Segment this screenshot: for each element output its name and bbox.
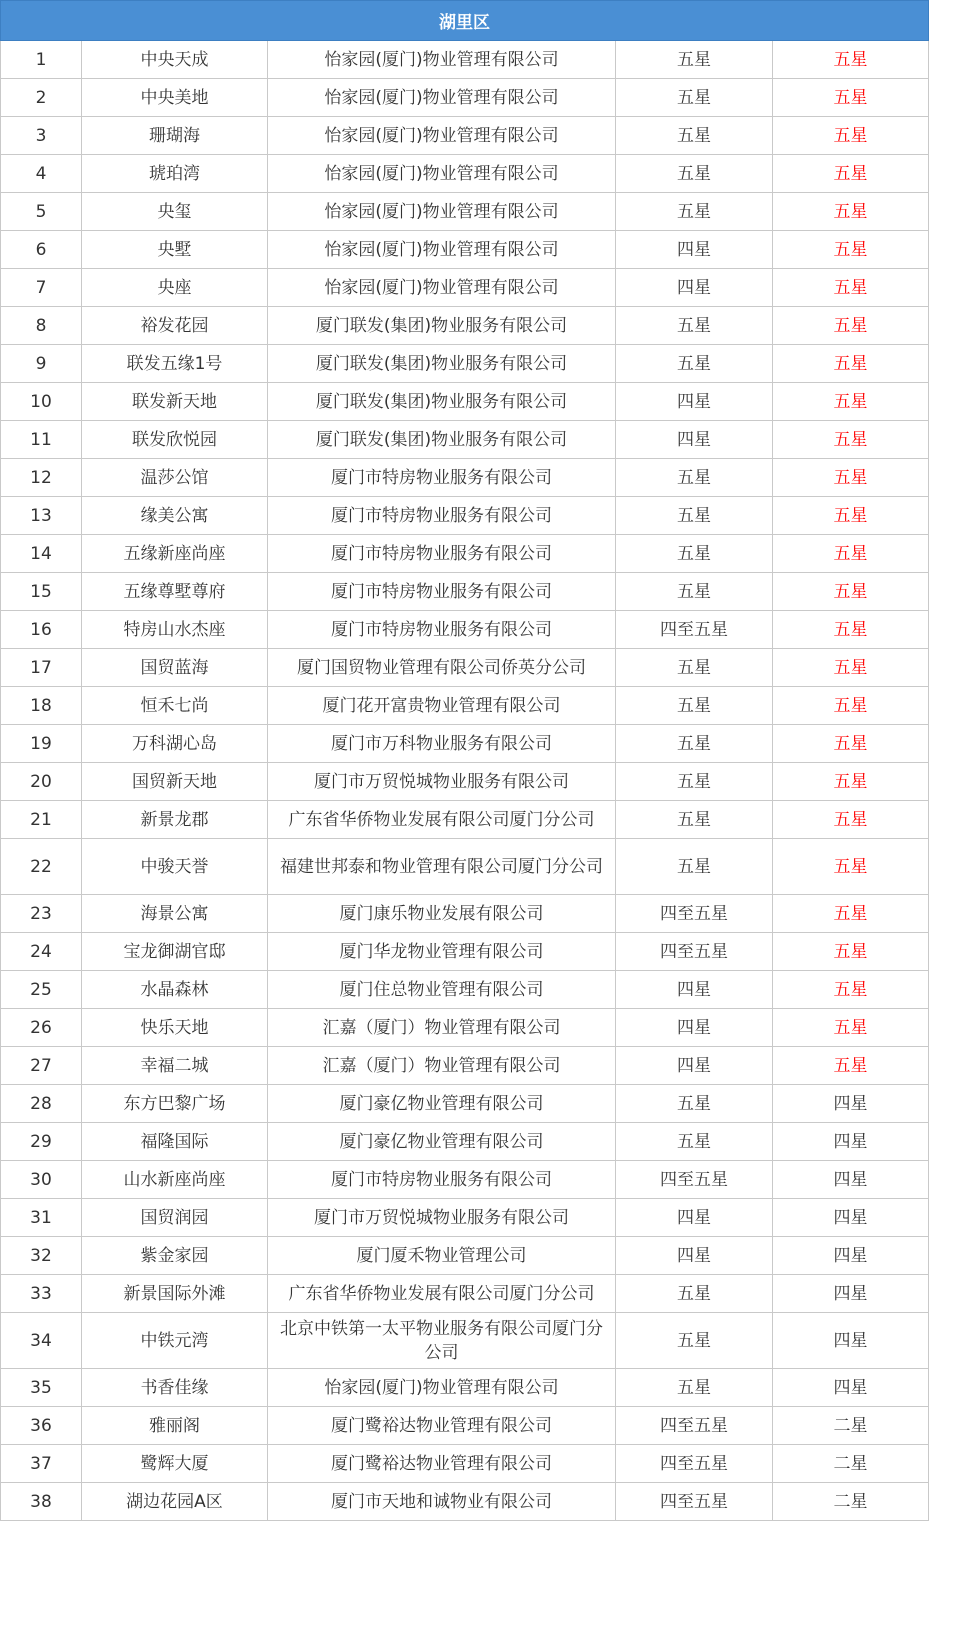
cell-project-name: 海景公寓 (82, 895, 268, 933)
cell-company: 厦门豪亿物业管理有限公司 (268, 1085, 616, 1123)
cell-project-name: 联发五缘1号 (82, 345, 268, 383)
cell-level: 五星 (616, 1369, 773, 1407)
cell-rating: 五星 (773, 383, 929, 421)
cell-project-name: 联发新天地 (82, 383, 268, 421)
cell-number: 33 (1, 1275, 82, 1313)
cell-company: 厦门康乐物业发展有限公司 (268, 895, 616, 933)
cell-level: 四至五星 (616, 933, 773, 971)
table-row (1, 1275, 929, 1313)
cell-level: 五星 (616, 535, 773, 573)
cell-project-name: 雅丽阁 (82, 1407, 268, 1445)
table-row (1, 345, 929, 383)
table-row (1, 1445, 929, 1483)
cell-company: 怡家园(厦门)物业管理有限公司 (268, 193, 616, 231)
cell-rating: 四星 (773, 1085, 929, 1123)
cell-company: 怡家园(厦门)物业管理有限公司 (268, 117, 616, 155)
cell-number: 6 (1, 231, 82, 269)
cell-number: 31 (1, 1199, 82, 1237)
table-row (1, 1483, 929, 1521)
table-row (1, 1161, 929, 1199)
cell-level: 五星 (616, 1275, 773, 1313)
cell-level: 四星 (616, 971, 773, 1009)
cell-company: 厦门市万贸悦城物业服务有限公司 (268, 1199, 616, 1237)
cell-level: 五星 (616, 649, 773, 687)
cell-company: 汇嘉（厦门）物业管理有限公司 (268, 1009, 616, 1047)
cell-level: 五星 (616, 839, 773, 895)
cell-company: 厦门市特房物业服务有限公司 (268, 573, 616, 611)
cell-number: 22 (1, 839, 82, 895)
table-row (1, 1313, 929, 1369)
cell-level: 五星 (616, 497, 773, 535)
cell-level: 四星 (616, 1237, 773, 1275)
cell-rating: 五星 (773, 573, 929, 611)
table-row (1, 1199, 929, 1237)
cell-company: 厦门鹭裕达物业管理有限公司 (268, 1445, 616, 1483)
cell-project-name: 珊瑚海 (82, 117, 268, 155)
table-body (1, 41, 929, 1521)
cell-level: 五星 (616, 459, 773, 497)
cell-rating: 四星 (773, 1237, 929, 1275)
cell-level: 五星 (616, 193, 773, 231)
cell-company: 厦门联发(集团)物业服务有限公司 (268, 383, 616, 421)
cell-rating: 五星 (773, 79, 929, 117)
cell-level: 五星 (616, 117, 773, 155)
cell-number: 14 (1, 535, 82, 573)
cell-level: 四至五星 (616, 1407, 773, 1445)
cell-project-name: 温莎公馆 (82, 459, 268, 497)
cell-rating: 五星 (773, 839, 929, 895)
cell-rating: 五星 (773, 193, 929, 231)
cell-project-name: 恒禾七尚 (82, 687, 268, 725)
cell-number: 21 (1, 801, 82, 839)
cell-rating: 五星 (773, 421, 929, 459)
cell-number: 8 (1, 307, 82, 345)
cell-level: 四星 (616, 421, 773, 459)
cell-project-name: 东方巴黎广场 (82, 1085, 268, 1123)
cell-level: 五星 (616, 573, 773, 611)
cell-level: 五星 (616, 687, 773, 725)
cell-rating: 五星 (773, 611, 929, 649)
cell-rating: 四星 (773, 1275, 929, 1313)
cell-company: 厦门华龙物业管理有限公司 (268, 933, 616, 971)
cell-level: 四星 (616, 1047, 773, 1085)
cell-level: 五星 (616, 1085, 773, 1123)
cell-company: 厦门鹭裕达物业管理有限公司 (268, 1407, 616, 1445)
cell-level: 四星 (616, 231, 773, 269)
cell-level: 五星 (616, 41, 773, 79)
table-row (1, 269, 929, 307)
cell-rating: 五星 (773, 231, 929, 269)
table-row (1, 497, 929, 535)
cell-project-name: 福隆国际 (82, 1123, 268, 1161)
table-row (1, 1369, 929, 1407)
cell-number: 24 (1, 933, 82, 971)
cell-company: 怡家园(厦门)物业管理有限公司 (268, 155, 616, 193)
cell-number: 4 (1, 155, 82, 193)
table-row (1, 763, 929, 801)
cell-level: 四星 (616, 383, 773, 421)
cell-level: 五星 (616, 155, 773, 193)
cell-project-name: 湖边花园A区 (82, 1483, 268, 1521)
cell-number: 20 (1, 763, 82, 801)
cell-level: 四至五星 (616, 895, 773, 933)
cell-company: 厦门市特房物业服务有限公司 (268, 497, 616, 535)
cell-number: 16 (1, 611, 82, 649)
cell-number: 37 (1, 1445, 82, 1483)
cell-rating: 二星 (773, 1483, 929, 1521)
cell-company: 厦门厦禾物业管理公司 (268, 1237, 616, 1275)
cell-company: 广东省华侨物业发展有限公司厦门分公司 (268, 801, 616, 839)
cell-rating: 二星 (773, 1445, 929, 1483)
cell-number: 17 (1, 649, 82, 687)
table-row (1, 383, 929, 421)
cell-level: 五星 (616, 345, 773, 383)
cell-project-name: 中央美地 (82, 79, 268, 117)
cell-number: 9 (1, 345, 82, 383)
cell-rating: 五星 (773, 649, 929, 687)
cell-number: 35 (1, 1369, 82, 1407)
table-row (1, 117, 929, 155)
cell-number: 15 (1, 573, 82, 611)
cell-number: 5 (1, 193, 82, 231)
cell-project-name: 央墅 (82, 231, 268, 269)
cell-company: 厦门市万贸悦城物业服务有限公司 (268, 763, 616, 801)
cell-company: 厦门花开富贵物业管理有限公司 (268, 687, 616, 725)
cell-company: 厦门市天地和诚物业有限公司 (268, 1483, 616, 1521)
cell-rating: 五星 (773, 497, 929, 535)
table-row (1, 1123, 929, 1161)
table-header-row (1, 1, 929, 41)
cell-level: 四星 (616, 269, 773, 307)
cell-number: 19 (1, 725, 82, 763)
table-row (1, 1085, 929, 1123)
cell-company: 厦门住总物业管理有限公司 (268, 971, 616, 1009)
cell-level: 五星 (616, 1313, 773, 1369)
cell-company: 厦门联发(集团)物业服务有限公司 (268, 421, 616, 459)
cell-company: 怡家园(厦门)物业管理有限公司 (268, 231, 616, 269)
table-row (1, 1407, 929, 1445)
cell-company: 怡家园(厦门)物业管理有限公司 (268, 41, 616, 79)
cell-project-name: 央玺 (82, 193, 268, 231)
cell-number: 32 (1, 1237, 82, 1275)
cell-company: 怡家园(厦门)物业管理有限公司 (268, 269, 616, 307)
cell-project-name: 书香佳缘 (82, 1369, 268, 1407)
cell-project-name: 鹭辉大厦 (82, 1445, 268, 1483)
cell-company: 厦门市特房物业服务有限公司 (268, 459, 616, 497)
cell-company: 厦门市特房物业服务有限公司 (268, 535, 616, 573)
cell-number: 29 (1, 1123, 82, 1161)
cell-project-name: 新景龙郡 (82, 801, 268, 839)
cell-number: 26 (1, 1009, 82, 1047)
cell-rating: 五星 (773, 763, 929, 801)
cell-project-name: 琥珀湾 (82, 155, 268, 193)
cell-rating: 五星 (773, 1047, 929, 1085)
cell-rating: 五星 (773, 307, 929, 345)
cell-rating: 五星 (773, 971, 929, 1009)
cell-company: 厦门市特房物业服务有限公司 (268, 1161, 616, 1199)
cell-number: 7 (1, 269, 82, 307)
cell-project-name: 五缘新座尚座 (82, 535, 268, 573)
cell-level: 五星 (616, 307, 773, 345)
table-row (1, 971, 929, 1009)
table-row (1, 155, 929, 193)
table-row (1, 611, 929, 649)
cell-project-name: 中铁元湾 (82, 1313, 268, 1369)
cell-rating: 五星 (773, 41, 929, 79)
table-row (1, 1009, 929, 1047)
table-row (1, 725, 929, 763)
cell-company: 汇嘉（厦门）物业管理有限公司 (268, 1047, 616, 1085)
cell-level: 四至五星 (616, 1161, 773, 1199)
cell-number: 38 (1, 1483, 82, 1521)
cell-rating: 五星 (773, 895, 929, 933)
cell-rating: 四星 (773, 1313, 929, 1369)
table-row (1, 79, 929, 117)
cell-number: 1 (1, 41, 82, 79)
cell-number: 13 (1, 497, 82, 535)
cell-company: 厦门联发(集团)物业服务有限公司 (268, 307, 616, 345)
table-row (1, 1047, 929, 1085)
table-row (1, 687, 929, 725)
cell-project-name: 快乐天地 (82, 1009, 268, 1047)
cell-rating: 五星 (773, 1009, 929, 1047)
cell-project-name: 缘美公寓 (82, 497, 268, 535)
cell-company: 厦门豪亿物业管理有限公司 (268, 1123, 616, 1161)
cell-level: 五星 (616, 763, 773, 801)
cell-level: 四星 (616, 1199, 773, 1237)
cell-level: 四至五星 (616, 611, 773, 649)
cell-level: 五星 (616, 801, 773, 839)
cell-company: 厦门市万科物业服务有限公司 (268, 725, 616, 763)
table-row (1, 193, 929, 231)
cell-project-name: 中骏天誉 (82, 839, 268, 895)
cell-level: 四星 (616, 1009, 773, 1047)
cell-project-name: 水晶森林 (82, 971, 268, 1009)
cell-number: 23 (1, 895, 82, 933)
cell-company: 北京中铁第一太平物业服务有限公司厦门分公司 (268, 1313, 616, 1369)
table-row (1, 649, 929, 687)
cell-number: 11 (1, 421, 82, 459)
cell-company: 福建世邦泰和物业管理有限公司厦门分公司 (268, 839, 616, 895)
cell-project-name: 山水新座尚座 (82, 1161, 268, 1199)
cell-project-name: 联发欣悦园 (82, 421, 268, 459)
cell-company: 怡家园(厦门)物业管理有限公司 (268, 79, 616, 117)
cell-rating: 五星 (773, 933, 929, 971)
cell-level: 五星 (616, 725, 773, 763)
cell-number: 18 (1, 687, 82, 725)
table-row (1, 801, 929, 839)
cell-number: 3 (1, 117, 82, 155)
cell-project-name: 央座 (82, 269, 268, 307)
cell-number: 12 (1, 459, 82, 497)
cell-project-name: 中央天成 (82, 41, 268, 79)
cell-project-name: 国贸新天地 (82, 763, 268, 801)
table-row (1, 535, 929, 573)
cell-project-name: 国贸蓝海 (82, 649, 268, 687)
cell-rating: 四星 (773, 1199, 929, 1237)
cell-level: 四至五星 (616, 1483, 773, 1521)
cell-project-name: 特房山水杰座 (82, 611, 268, 649)
cell-project-name: 宝龙御湖官邸 (82, 933, 268, 971)
cell-project-name: 国贸润园 (82, 1199, 268, 1237)
table-row (1, 231, 929, 269)
cell-project-name: 裕发花园 (82, 307, 268, 345)
cell-rating: 五星 (773, 345, 929, 383)
cell-number: 28 (1, 1085, 82, 1123)
table-row (1, 933, 929, 971)
cell-company: 厦门国贸物业管理有限公司侨英分公司 (268, 649, 616, 687)
cell-project-name: 幸福二城 (82, 1047, 268, 1085)
cell-level: 五星 (616, 79, 773, 117)
cell-company: 厦门联发(集团)物业服务有限公司 (268, 345, 616, 383)
table-row (1, 421, 929, 459)
cell-company: 怡家园(厦门)物业管理有限公司 (268, 1369, 616, 1407)
table-row (1, 41, 929, 79)
cell-rating: 五星 (773, 459, 929, 497)
cell-rating: 五星 (773, 269, 929, 307)
cell-number: 34 (1, 1313, 82, 1369)
table-row (1, 895, 929, 933)
table-row (1, 1237, 929, 1275)
cell-rating: 四星 (773, 1123, 929, 1161)
cell-company: 厦门市特房物业服务有限公司 (268, 611, 616, 649)
cell-rating: 五星 (773, 117, 929, 155)
table-row (1, 573, 929, 611)
cell-project-name: 五缘尊墅尊府 (82, 573, 268, 611)
cell-rating: 五星 (773, 801, 929, 839)
cell-project-name: 紫金家园 (82, 1237, 268, 1275)
cell-rating: 五星 (773, 687, 929, 725)
cell-rating: 五星 (773, 725, 929, 763)
cell-rating: 五星 (773, 535, 929, 573)
cell-project-name: 万科湖心岛 (82, 725, 268, 763)
district-title: 湖里区 (1, 1, 929, 41)
cell-rating: 四星 (773, 1369, 929, 1407)
cell-level: 五星 (616, 1123, 773, 1161)
cell-level: 四至五星 (616, 1445, 773, 1483)
cell-company: 广东省华侨物业发展有限公司厦门分公司 (268, 1275, 616, 1313)
cell-number: 27 (1, 1047, 82, 1085)
table-row (1, 839, 929, 895)
cell-rating: 五星 (773, 155, 929, 193)
cell-number: 25 (1, 971, 82, 1009)
cell-number: 30 (1, 1161, 82, 1199)
cell-project-name: 新景国际外滩 (82, 1275, 268, 1313)
cell-number: 10 (1, 383, 82, 421)
cell-rating: 四星 (773, 1161, 929, 1199)
cell-number: 2 (1, 79, 82, 117)
cell-rating: 二星 (773, 1407, 929, 1445)
table-row (1, 307, 929, 345)
cell-number: 36 (1, 1407, 82, 1445)
table-row (1, 459, 929, 497)
